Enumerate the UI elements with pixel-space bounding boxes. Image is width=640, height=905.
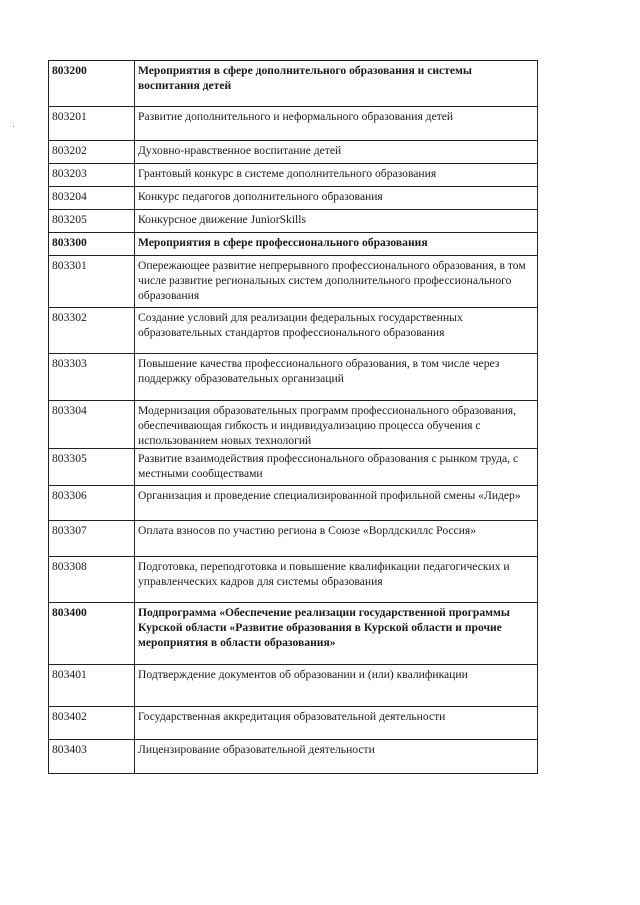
table-row	[49, 557, 538, 603]
classification-codes-table	[48, 60, 538, 774]
table-row	[49, 707, 538, 740]
row-code: 803202	[49, 141, 135, 164]
table-row	[49, 449, 538, 486]
table-row	[49, 603, 538, 665]
row-code: 803307	[49, 521, 135, 557]
row-description: Модернизация образовательных программ профессионального образования, обеспечивающая гибкость и индивидуализацию процесса обучения с использованием новых технологий	[135, 401, 538, 449]
table-row	[49, 486, 538, 521]
row-code: 803303	[49, 354, 135, 401]
table-row	[49, 256, 538, 308]
table-row	[49, 61, 538, 107]
row-code: 803400	[49, 603, 135, 665]
row-code: 803302	[49, 308, 135, 354]
row-description: Лицензирование образовательной деятельности	[135, 740, 538, 774]
table-row	[49, 141, 538, 164]
row-code: 803200	[49, 61, 135, 107]
row-description: Духовно-нравственное воспитание детей	[135, 141, 538, 164]
row-description: Организация и проведение специализированной профильной смены «Лидер»	[135, 486, 538, 521]
table-row	[49, 164, 538, 187]
table-row	[49, 401, 538, 449]
row-code: 803306	[49, 486, 135, 521]
row-code: 803401	[49, 665, 135, 707]
row-code: 803203	[49, 164, 135, 187]
table-row	[49, 354, 538, 401]
row-description: Грантовый конкурс в системе дополнительного образования	[135, 164, 538, 187]
row-code: 803201	[49, 107, 135, 141]
row-description: Конкурсное движение JuniorSkills	[135, 210, 538, 233]
row-code: 803300	[49, 233, 135, 256]
row-description: Развитие взаимодействия профессионального образования с рынком труда, с местными сообществами	[135, 449, 538, 486]
row-description: Развитие дополнительного и неформального образования детей	[135, 107, 538, 141]
row-description: Подготовка, переподготовка и повышение квалификации педагогических и управленческих кадров для системы образования	[135, 557, 538, 603]
table-row	[49, 740, 538, 774]
row-description: Мероприятия в сфере дополнительного образования и системы воспитания детей	[135, 61, 538, 107]
row-code: 803304	[49, 401, 135, 449]
row-code: 803305	[49, 449, 135, 486]
scan-speck	[13, 126, 14, 127]
row-description: Мероприятия в сфере профессионального образования	[135, 233, 538, 256]
row-description: Опережающее развитие непрерывного профессионального образования, в том числе развитие региональных систем дополнительного профессионального образования	[135, 256, 538, 308]
row-code: 803308	[49, 557, 135, 603]
row-description: Подтверждение документов об образовании и (или) квалификации	[135, 665, 538, 707]
row-code: 803205	[49, 210, 135, 233]
table-row	[49, 308, 538, 354]
table-row	[49, 233, 538, 256]
table-row	[49, 210, 538, 233]
table-row	[49, 665, 538, 707]
table-row	[49, 187, 538, 210]
table-row	[49, 521, 538, 557]
row-code: 803301	[49, 256, 135, 308]
row-code: 803204	[49, 187, 135, 210]
row-description: Создание условий для реализации федеральных государственных образовательных стандартов профессионального образования	[135, 308, 538, 354]
row-description: Подпрограмма «Обеспечение реализации государственной программы Курской области «Развитие образования в Курской области и прочие мероприятия в области образования»	[135, 603, 538, 665]
row-description: Конкурс педагогов дополнительного образования	[135, 187, 538, 210]
row-description: Государственная аккредитация образовательной деятельности	[135, 707, 538, 740]
row-code: 803403	[49, 740, 135, 774]
row-description: Повышение качества профессионального образования, в том числе через поддержку образовательных организаций	[135, 354, 538, 401]
table-row	[49, 107, 538, 141]
row-description: Оплата взносов по участию региона в Союзе «Ворлдскиллс Россия»	[135, 521, 538, 557]
row-code: 803402	[49, 707, 135, 740]
